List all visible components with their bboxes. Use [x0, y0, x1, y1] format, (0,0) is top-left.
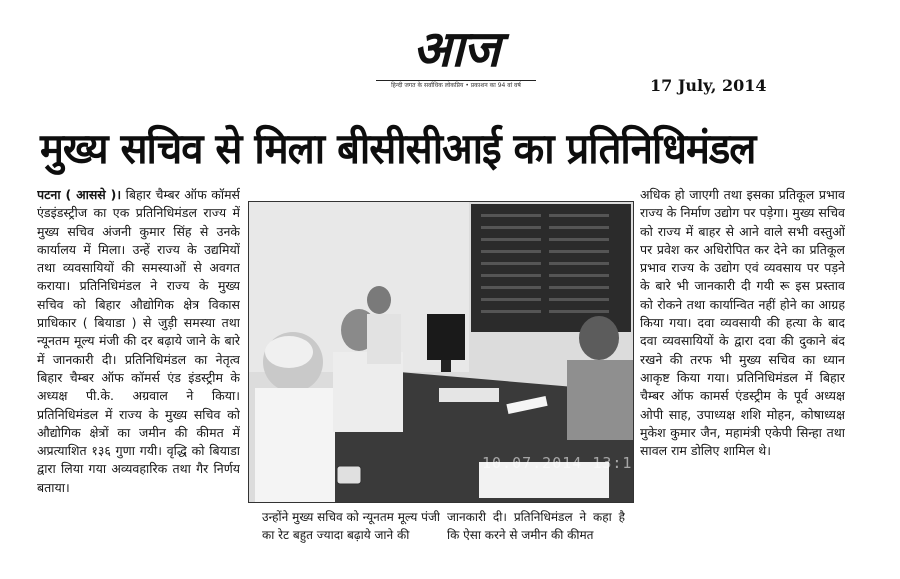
article-photo-caption-row	[262, 508, 632, 548]
newspaper-logo: आज	[412, 20, 500, 78]
publication-date: 17 July, 2014	[650, 76, 767, 95]
logo-subtitle: हिन्दी जगत के सर्वाधिक लोकप्रिय • प्रकाशन का 94 वां वर्ष	[376, 80, 536, 91]
article-right-column: अधिक हो जाएगी तथा इसका प्रतिकूल प्रभाव राज्य के निर्माण उद्योग पर पड़ेगा। मुख्य सचिव को राज्य में बाहर से आने वाले सभी वस्तुओं पर प्रवेश कर अधिरोपित कर देने का प्रतिकूल प्रभाव राज्य के उद्योग एवं व्यवसाय पर पड़ने के बारे भी जानकारी दी गयी रू इस प्रस्ताव को रोकने तथा कार्यान्वित नहीं होने का आग्रह किया गया। दवा व्यवसायी की हत्या के बाद दवा व्यवसायियों के द्वारा दवा की दुकाने बंद रखने की तरफ भी मुख्य सचिव का ध्यान आकृष्ट किया गया। प्रतिनिधिमंडल में बिहार चैम्बर ऑफ कामर्स एंडस्ट्रीम के पूर्व अध्यक्ष ओपी साह, उपाध्यक्ष शशि मोहन, कोषाध्यक्ष मुकेश कुमार जैन, महामंत्री एकेपी सिन्हा तथा सावल राम डोलिए शामिल थे।	[640, 187, 845, 459]
article-middle-left-text: उन्होंने मुख्य सचिव को न्यूनतम मूल्य पंजी का रेट बहुत ज्यादा बढ़ाये जाने की	[262, 510, 440, 542]
photo-timestamp: 10.07.2014 13:11	[482, 454, 643, 472]
article-left-text: बिहार चैम्बर ऑफ कॉमर्स एंडइंडस्ट्रीज का एक प्रतिनिधिमंडल राज्य में मुख्य सचिव अंजनी कुमार सिंह से उनके कार्यालय में मिला। उन्हें राज्य के उद्यमियों तथा व्यवसायियों की समस्याओं से अवगत कराया। प्रतिनिधिमंडल ने राज्य के मुख्य सचिव को बिहार औद्योगिक क्षेत्र विकास प्राधिकार ( बियाडा ) से जुड़ी समस्या तथा न्यूनतम मूल्य मंजी की दर बढ़ाये जाने के बारे में जानकारी दी। प्रतिनिधिमंडल का नेतृत्व बिहार चैम्बर ऑफ कॉमर्स एंड इंडस्ट्रीम के अध्यक्ष पी.के. अग्रवाल ने किया। प्रतिनिधिमंडल में राज्य के मुख्य सचिव को औद्योगिक क्षेत्रों का जमीन की कीमत में अप्रत्याशित १३६ गुणा गयी। वृद्धि को बियाडा द्वारा लिया गया अव्यवहारिक तथा गैर निर्णय बताया।	[37, 187, 240, 495]
article-dateline: पटना ( आससे )।	[37, 187, 122, 202]
article-middle-right-text: जानकारी दी। प्रतिनिधिमंडल ने कहा है कि ऐसा करने से जमीन की कीमत	[447, 510, 625, 542]
newspaper-masthead	[376, 22, 536, 94]
article-headline: मुख्य सचिव से मिला बीसीसीआई का प्रतिनिधिमंडल	[40, 125, 756, 174]
article-left-column	[37, 186, 240, 548]
